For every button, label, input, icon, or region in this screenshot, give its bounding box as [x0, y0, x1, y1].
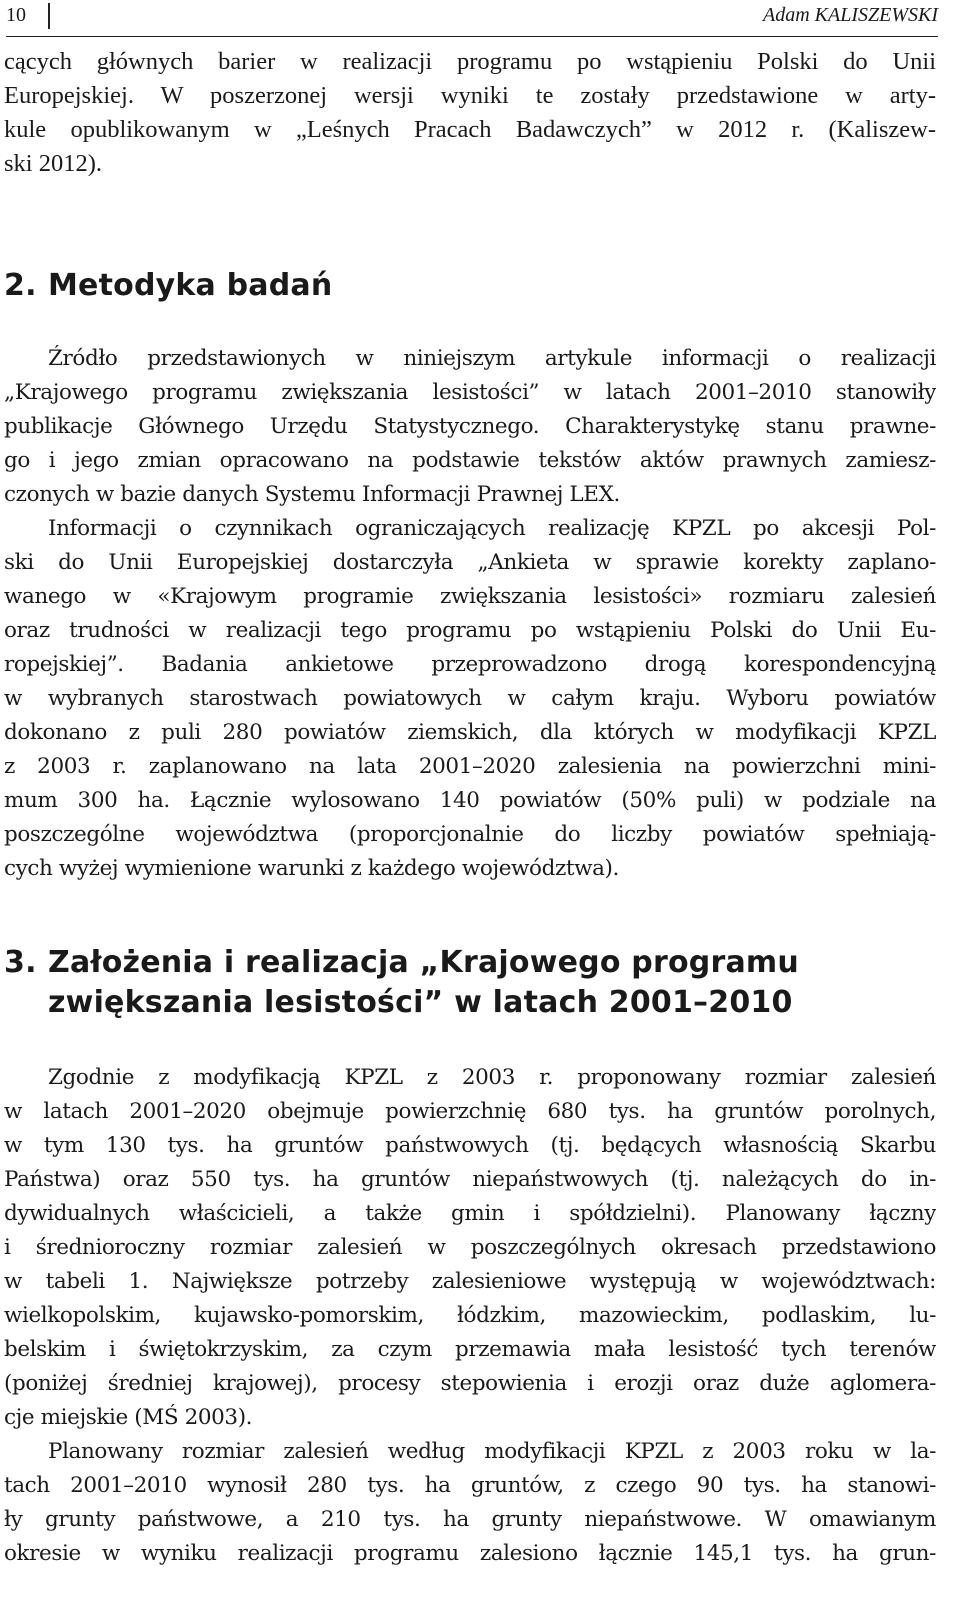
paragraph-line: cje miejskie (MŚ 2003).	[4, 1405, 253, 1430]
paragraph-line: okresie w wyniku realizacji programu zalesiono łącznie 145,1 tys. ha grun-	[4, 1541, 936, 1566]
paragraph-line: z 2003 r. zaplanowano na lata 2001–2020 zalesienia na powierzchni mini-	[4, 754, 936, 779]
paragraph-line: ropejskiej”. Badania ankietowe przeprowadzono drogą korespondencyjną	[4, 652, 936, 677]
paragraph-line: w wybranych starostwach powiatowych w całym kraju. Wyboru powiatów	[4, 686, 936, 711]
paragraph-line: Informacji o czynnikach ograniczających realizację KPZL po akcesji Pol-	[48, 516, 936, 541]
intro-line: cących głównych barier w realizacji programu po wstąpieniu Polski do Unii	[4, 48, 936, 75]
paragraph-line: cych wyżej wymienione warunki z każdego województwa).	[4, 856, 619, 881]
paragraph-line: belskim i świętokrzyskim, za czym przemawia mała lesistość tych terenów	[4, 1337, 936, 1362]
paragraph-line: wanego w «Krajowym programie zwiększania lesistości» rozmiaru zalesień	[4, 584, 936, 609]
paragraph-line: Źródło przedstawionych w niniejszym artykule informacji o realizacji	[48, 346, 936, 371]
paragraph-line: dywidualnych właścicieli, a także gmin i spółdzielni). Planowany łączny	[4, 1201, 936, 1226]
intro-line: ski 2012).	[4, 150, 102, 177]
header-separator	[48, 3, 50, 29]
section-title: Metodyka badań	[48, 268, 333, 303]
paragraph-line: wielkopolskim, kujawsko-pomorskim, łódzkim, mazowieckim, podlaskim, lu-	[4, 1303, 936, 1328]
paragraph-line: mum 300 ha. Łącznie wylosowano 140 powiatów (50% puli) w podziale na	[4, 788, 936, 813]
paragraph-line: poszczególne województwa (proporcjonalnie do liczby powiatów spełniają-	[4, 822, 936, 847]
section-title-line2: zwiększania lesistości” w latach 2001–2010	[48, 985, 793, 1020]
paragraph-line: w tabeli 1. Największe potrzeby zalesieniowe występują w województwach:	[4, 1269, 936, 1294]
paragraph-line: oraz trudności w realizacji tego programu po wstąpieniu Polski do Unii Eu-	[4, 618, 936, 643]
section-number: 3.	[4, 945, 37, 980]
paragraph-line: w latach 2001–2020 obejmuje powierzchnię 680 tys. ha gruntów porolnych,	[4, 1099, 936, 1124]
paragraph-line: w tym 130 tys. ha gruntów państwowych (tj. będących własnością Skarbu	[4, 1133, 936, 1158]
paragraph-line: tach 2001–2010 wynosił 280 tys. ha gruntów, z czego 90 tys. ha stanowi-	[4, 1473, 936, 1498]
paragraph-line: ski do Unii Europejskiej dostarczyła „Ankieta w sprawie korekty zaplano-	[4, 550, 936, 575]
section-title-line1: Założenia i realizacja „Krajowego programu	[48, 945, 799, 980]
section-heading-3	[4, 945, 799, 980]
paragraph-line: „Krajowego programu zwiększania lesistości” w latach 2001–2010 stanowiły	[4, 380, 936, 405]
paragraph-line: Zgodnie z modyfikacją KPZL z 2003 r. proponowany rozmiar zalesień	[48, 1065, 936, 1090]
paragraph-line: dokonano z puli 280 powiatów ziemskich, dla których w modyfikacji KPZL	[4, 720, 936, 745]
section-heading-2	[4, 268, 332, 303]
paragraph-line: ły grunty państwowe, a 210 tys. ha grunty niepaństwowe. W omawianym	[4, 1507, 936, 1532]
paragraph-line: i średnioroczny rozmiar zalesień w poszczególnych okresach przedstawiono	[4, 1235, 936, 1260]
paragraph-line: Państwa) oraz 550 tys. ha gruntów niepaństwowych (tj. należących do in-	[4, 1167, 936, 1192]
page-number: 10	[6, 4, 26, 26]
intro-line: Europejskiej. W poszerzonej wersji wyniki te zostały przedstawione w arty-	[4, 82, 936, 109]
intro-line: kule opublikowanym w „Leśnych Pracach Badawczych” w 2012 r. (Kaliszew-	[4, 116, 936, 143]
running-author: Adam KALISZEWSKI	[763, 4, 938, 26]
running-header	[6, 0, 938, 37]
paragraph-line: publikacje Głównego Urzędu Statystycznego. Charakterystykę stanu prawne-	[4, 414, 936, 439]
paragraph-line: Planowany rozmiar zalesień według modyfikacji KPZL z 2003 roku w la-	[48, 1439, 936, 1464]
paragraph-line: (poniżej średniej krajowej), procesy stepowienia i erozji oraz duże aglomera-	[4, 1371, 936, 1396]
section-number: 2.	[4, 268, 37, 303]
paragraph-line: go i jego zmian opracowano na podstawie tekstów aktów prawnych zamiesz-	[4, 448, 936, 473]
paragraph-line: czonych w bazie danych Systemu Informacji Prawnej LEX.	[4, 482, 620, 507]
